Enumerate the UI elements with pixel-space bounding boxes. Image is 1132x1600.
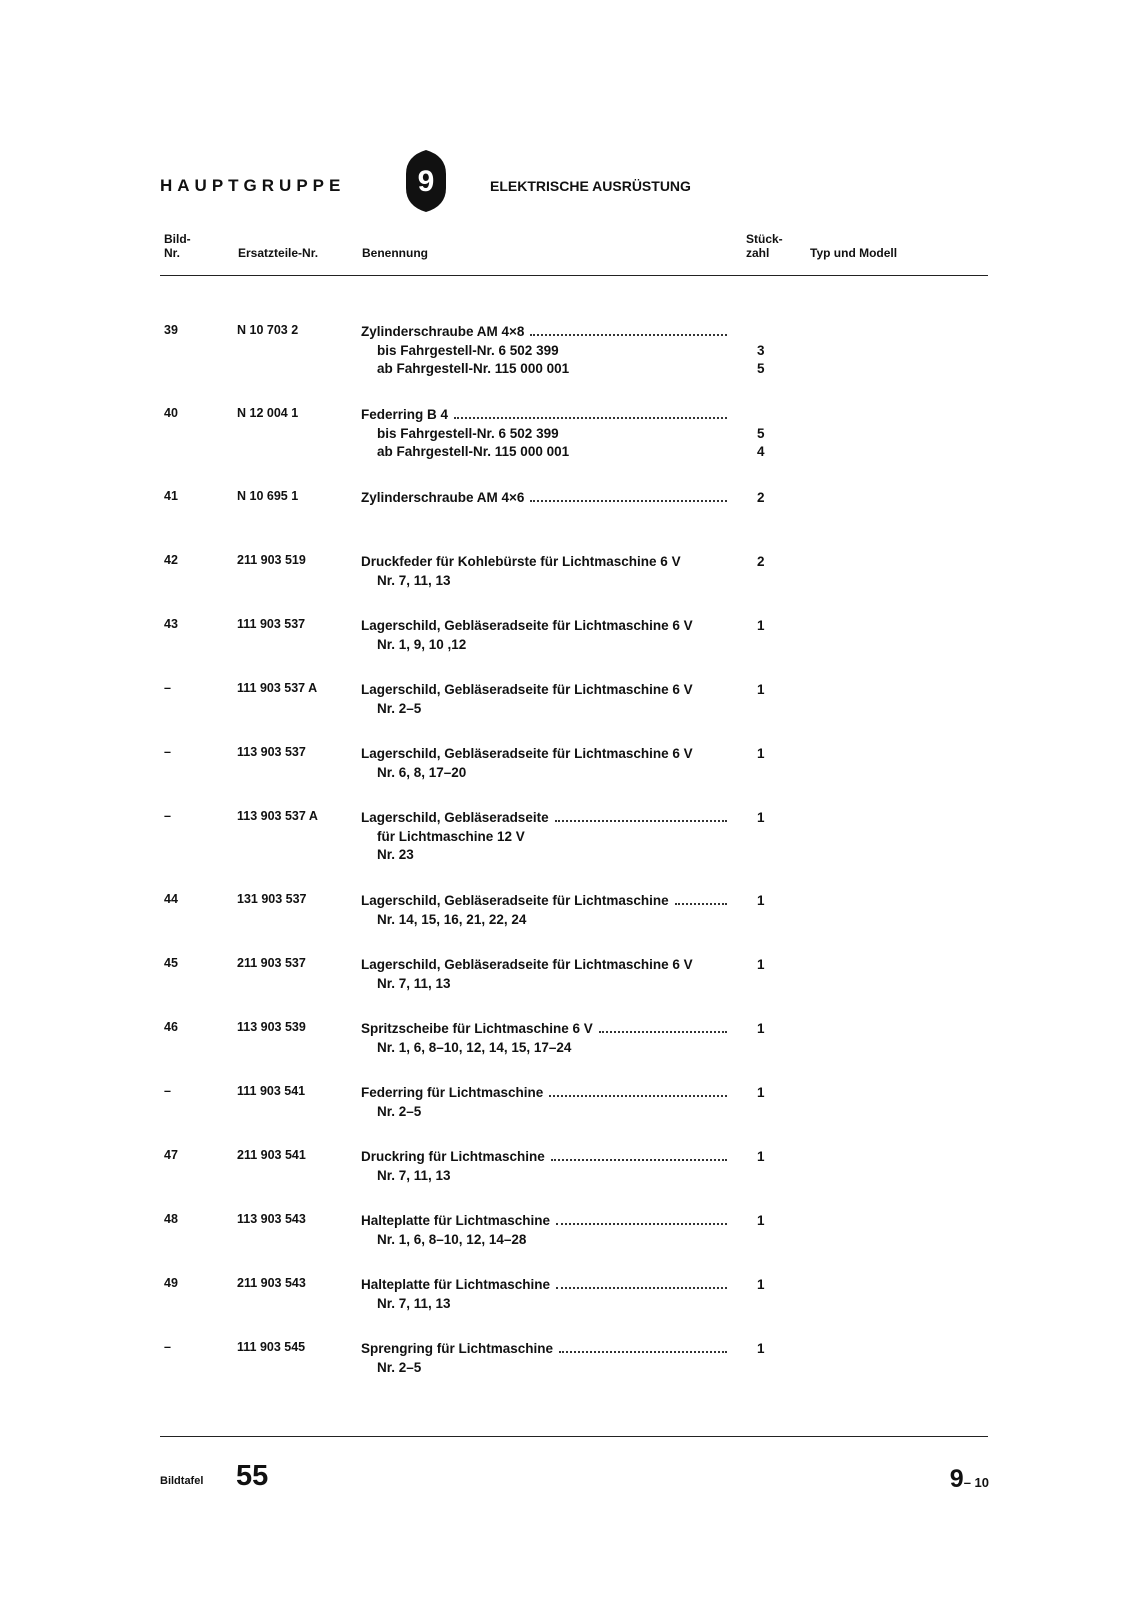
part-number: 111 903 541: [237, 1084, 306, 1098]
sub-quantity: [757, 572, 765, 591]
dot-leader: [556, 1287, 727, 1289]
part-number: 131 903 537: [237, 892, 307, 906]
figure-number: 47: [164, 1148, 178, 1162]
sub-quantity: [757, 1295, 765, 1314]
quantity-block: [757, 809, 765, 865]
quantity-block: [757, 553, 765, 590]
quantity-block: [757, 489, 765, 508]
sub-quantity: 3: [757, 342, 765, 358]
sub-quantity: [757, 1167, 765, 1186]
part-row: [0, 745, 1132, 809]
quantity: 1: [757, 1021, 765, 1036]
part-detail: ab Fahrgestell-Nr. 115 000 001: [377, 361, 570, 376]
part-name: Spritzscheibe für Lichtmaschine 6 V: [361, 1021, 593, 1036]
sub-quantity: [757, 636, 765, 655]
quantity-block: [757, 1084, 765, 1121]
part-detail: für Lichtmaschine 12 V: [377, 828, 525, 844]
part-name-block: [361, 809, 731, 865]
page-number: [950, 1465, 989, 1494]
figure-number: 48: [164, 1212, 178, 1226]
part-name-block: [361, 553, 731, 590]
part-number: 211 903 537: [237, 956, 306, 970]
dot-leader: [551, 1159, 727, 1161]
figure-number: 43: [164, 617, 178, 631]
sub-quantity: [757, 828, 765, 847]
part-detail: bis Fahrgestell-Nr. 6 502 399: [377, 342, 559, 358]
sub-quantity: [757, 1231, 765, 1250]
quantity: 1: [757, 957, 765, 972]
part-row: [0, 1148, 1132, 1212]
figure-number: –: [164, 745, 171, 759]
part-name-block: [361, 745, 731, 782]
part-row: [0, 323, 1132, 406]
part-name: Halteplatte für Lichtmaschine: [361, 1277, 551, 1292]
part-detail: Nr. 7, 11, 13: [377, 975, 451, 991]
part-name-block: [361, 892, 731, 929]
part-name: Lagerschild, Gebläseradseite: [361, 810, 549, 825]
quantity-block: [757, 892, 765, 929]
part-name-block: [361, 617, 731, 654]
quantity: 1: [757, 893, 765, 908]
part-detail: Nr. 2–5: [377, 700, 422, 716]
part-detail: Nr. 1, 6, 8–10, 12, 14, 15, 17–24: [377, 1039, 572, 1055]
col-bild-line2: Nr.: [164, 246, 181, 260]
part-row: [0, 809, 1132, 892]
part-name-block: [361, 323, 731, 379]
part-number: N 10 703 2: [237, 323, 299, 337]
dot-leader: [675, 903, 727, 905]
figure-number: 39: [164, 323, 178, 337]
page-number-suffix: – 10: [963, 1475, 989, 1490]
dot-leader: [549, 1095, 727, 1097]
part-row: [0, 406, 1132, 489]
page-header: [160, 148, 980, 218]
col-name: Benennung: [362, 246, 428, 260]
page-number-main: 9: [949, 1465, 964, 1493]
part-name: Sprengring für Lichtmaschine: [361, 1341, 554, 1356]
sub-quantity: [757, 1359, 765, 1378]
footer-rule: [160, 1436, 988, 1437]
sub-quantity: 5: [757, 425, 765, 441]
part-row: [0, 1212, 1132, 1276]
figure-number: 42: [164, 553, 178, 567]
part-name-block: [361, 489, 731, 508]
part-row: [0, 956, 1132, 1020]
main-group-label: HAUPTGRUPPE: [160, 176, 346, 195]
quantity-block: [757, 1020, 765, 1057]
figure-number: –: [164, 1084, 171, 1098]
quantity-block: [757, 406, 765, 462]
part-detail: Nr. 2–5: [377, 1103, 422, 1119]
group-number-badge: [404, 148, 448, 214]
sub-quantity: [757, 700, 765, 719]
quantity: [757, 406, 765, 425]
quantity: 1: [757, 1341, 765, 1356]
part-name-block: [361, 406, 731, 462]
sub-quantity: [757, 1103, 765, 1122]
part-row: [0, 681, 1132, 745]
col-bild-line1: Bild-: [164, 232, 191, 246]
part-name: Lagerschild, Gebläseradseite für Lichtmaschine 6 V: [361, 618, 693, 633]
figure-number: 49: [164, 1276, 178, 1290]
part-number: 113 903 539: [237, 1020, 306, 1034]
column-headers: [160, 232, 990, 272]
part-number: 111 903 537: [237, 617, 306, 631]
part-detail: Nr. 1, 9, 10 ,12: [377, 636, 467, 652]
part-number: N 10 695 1: [237, 489, 299, 503]
section-title: ELEKTRISCHE AUSRÜSTUNG: [490, 178, 691, 194]
part-row: [0, 1340, 1132, 1404]
part-name-block: [361, 1020, 731, 1057]
part-number: 113 903 537: [237, 745, 306, 759]
parts-list: [0, 323, 1132, 1404]
part-name-block: [361, 1148, 731, 1185]
part-detail: bis Fahrgestell-Nr. 6 502 399: [377, 425, 559, 441]
part-row: [0, 489, 1132, 553]
part-row: [0, 553, 1132, 617]
part-name: Lagerschild, Gebläseradseite für Lichtmaschine: [361, 893, 669, 908]
quantity: 1: [757, 1149, 765, 1164]
quantity-block: [757, 681, 765, 718]
quantity: 1: [757, 618, 765, 633]
part-number: 113 903 543: [237, 1212, 306, 1226]
figure-number: 46: [164, 1020, 178, 1034]
figure-number: –: [164, 681, 171, 695]
quantity-block: [757, 956, 765, 993]
part-name: Lagerschild, Gebläseradseite für Lichtmaschine 6 V: [361, 682, 693, 697]
figure-number: 45: [164, 956, 178, 970]
part-detail: Nr. 23: [377, 847, 414, 862]
part-number: 211 903 519: [237, 553, 306, 567]
quantity: 1: [757, 810, 765, 825]
dot-leader: [454, 417, 727, 419]
part-name: Federring für Lichtmaschine: [361, 1085, 544, 1100]
sub-quantity: [757, 1039, 765, 1058]
part-number: 211 903 543: [237, 1276, 306, 1290]
quantity-block: [757, 1212, 765, 1249]
quantity: 1: [757, 746, 765, 761]
part-detail: Nr. 14, 15, 16, 21, 22, 24: [377, 911, 527, 927]
sub-quantity: 5: [757, 361, 765, 376]
sub-quantity: 4: [757, 444, 765, 459]
figure-number: –: [164, 809, 171, 823]
figure-number: 44: [164, 892, 178, 906]
col-qty-line1: Stück-: [746, 232, 783, 246]
quantity: 2: [757, 554, 765, 569]
plate-label: Bildtafel: [160, 1475, 204, 1487]
group-number: 9: [417, 165, 435, 198]
figure-number: –: [164, 1340, 171, 1354]
part-detail: Nr. 7, 11, 13: [377, 572, 451, 588]
part-name-block: [361, 1212, 731, 1249]
dot-leader: [530, 334, 727, 336]
quantity-block: [757, 1340, 765, 1377]
dot-leader: [555, 820, 727, 822]
sub-quantity: [757, 764, 765, 783]
part-detail: Nr. 2–5: [377, 1359, 422, 1375]
part-detail: ab Fahrgestell-Nr. 115 000 001: [377, 444, 570, 459]
quantity: 1: [757, 1213, 765, 1228]
quantity: 1: [757, 1085, 765, 1100]
part-name-block: [361, 1276, 731, 1313]
figure-number: 40: [164, 406, 178, 420]
part-number: N 12 004 1: [237, 406, 299, 420]
part-row: [0, 1020, 1132, 1084]
quantity: 2: [757, 490, 765, 505]
sub-quantity: [757, 846, 765, 865]
part-number: 113 903 537 A: [237, 809, 318, 823]
part-name: Druckfeder für Kohlebürste für Lichtmaschine 6 V: [361, 554, 681, 569]
quantity-block: [757, 1276, 765, 1313]
part-row: [0, 617, 1132, 681]
part-name: Druckring für Lichtmaschine: [361, 1149, 545, 1164]
part-name-block: [361, 1340, 731, 1377]
plate-number: 55: [236, 1460, 269, 1492]
part-row: [0, 892, 1132, 956]
quantity: [757, 323, 765, 342]
part-number: 111 903 537 A: [237, 681, 318, 695]
part-detail: Nr. 7, 11, 13: [377, 1167, 451, 1183]
quantity: 1: [757, 1277, 765, 1292]
sub-quantity: [757, 911, 765, 930]
dot-leader: [599, 1031, 727, 1033]
part-detail: Nr. 6, 8, 17–20: [377, 764, 467, 780]
quantity-block: [757, 745, 765, 782]
part-name-block: [361, 681, 731, 718]
part-name: Lagerschild, Gebläseradseite für Lichtmaschine 6 V: [361, 957, 693, 972]
part-name: Zylinderschraube AM 4×8: [361, 324, 525, 339]
header-rule: [160, 275, 988, 276]
part-name: Zylinderschraube AM 4×6: [361, 490, 525, 505]
dot-leader: [530, 500, 727, 502]
part-name: Lagerschild, Gebläseradseite für Lichtmaschine 6 V: [361, 746, 693, 761]
sub-quantity: [757, 975, 765, 994]
col-model: Typ und Modell: [810, 246, 898, 260]
part-detail: Nr. 7, 11, 13: [377, 1295, 451, 1311]
figure-number: 41: [164, 489, 178, 503]
part-detail: Nr. 1, 6, 8–10, 12, 14–28: [377, 1231, 527, 1247]
quantity: 1: [757, 682, 765, 697]
dot-leader: [556, 1223, 727, 1225]
quantity-block: [757, 1148, 765, 1185]
part-number: 111 903 545: [237, 1340, 306, 1354]
part-name-block: [361, 1084, 731, 1121]
col-qty-line2: zahl: [746, 246, 770, 260]
part-row: [0, 1276, 1132, 1340]
dot-leader: [559, 1351, 727, 1353]
part-name: Halteplatte für Lichtmaschine: [361, 1213, 551, 1228]
part-number: 211 903 541: [237, 1148, 306, 1162]
quantity-block: [757, 617, 765, 654]
part-row: [0, 1084, 1132, 1148]
col-part-number: Ersatzteile-Nr.: [238, 246, 319, 260]
quantity-block: [757, 323, 765, 379]
part-name-block: [361, 956, 731, 993]
part-name: Federring B 4: [361, 407, 449, 422]
